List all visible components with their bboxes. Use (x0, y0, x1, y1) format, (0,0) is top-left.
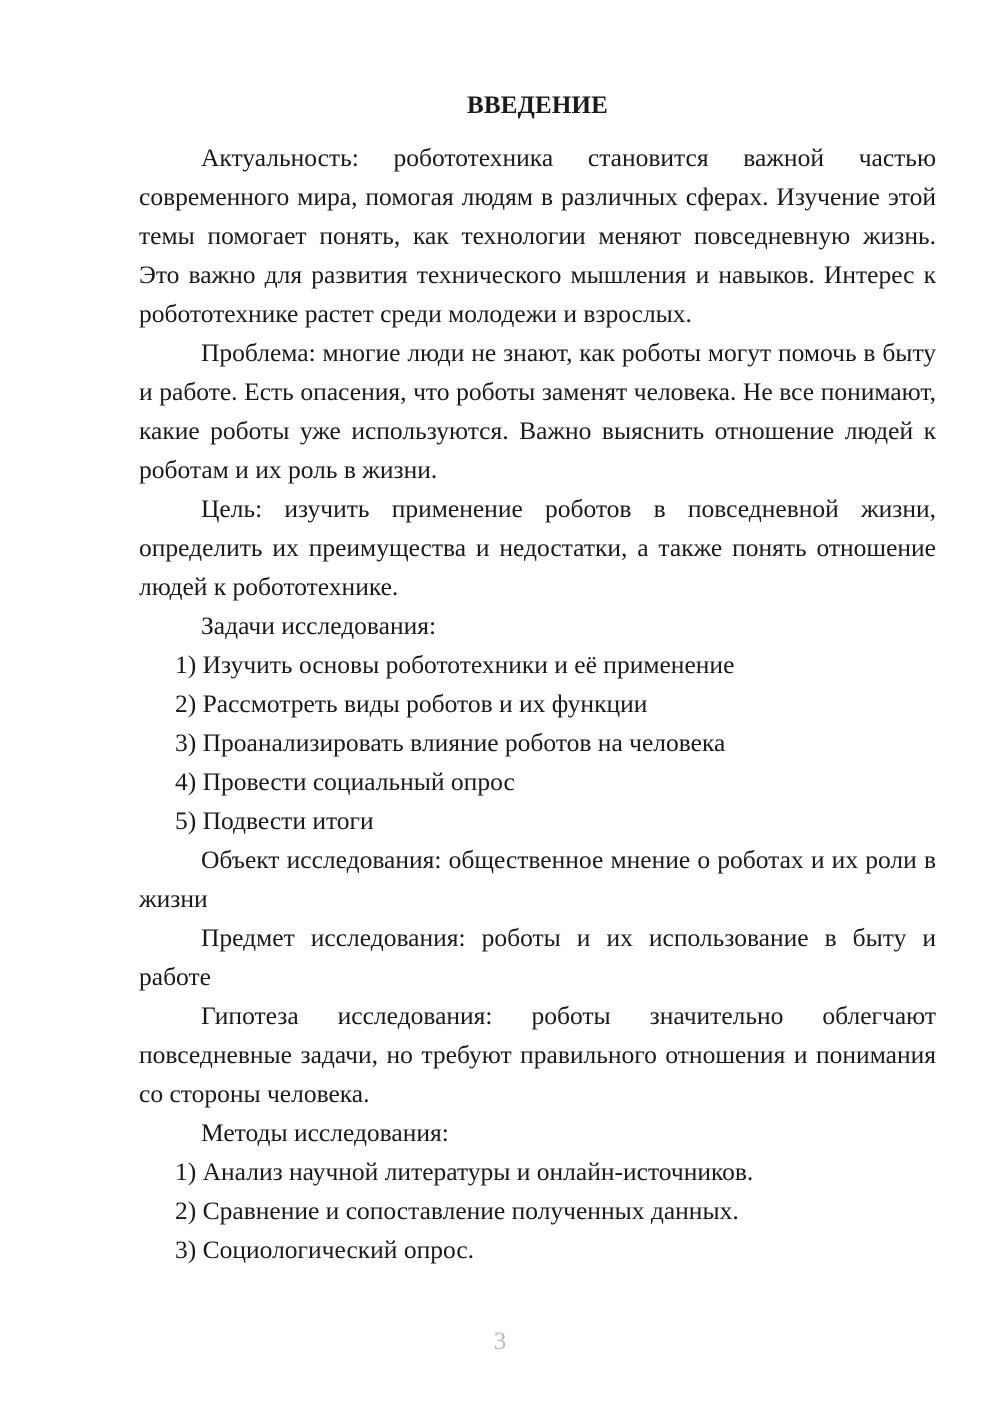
tasks-heading: Задачи исследования: (201, 611, 437, 640)
list-item: 3) Социологический опрос. (175, 1235, 475, 1264)
paragraph-problem: Проблема: многие люди не знают, как роботы могут помочь в быту и работе. Есть опасения, что роботы заменят человека. Не все понимают, какие роботы уже используются. Важно выяснить отношение людей к роботам и их роль в жизни. (139, 338, 936, 484)
list-item: 2) Сравнение и сопоставление полученных данных. (175, 1196, 739, 1225)
page-title: ВВЕДЕНИЕ (466, 92, 609, 119)
document-body (139, 86, 936, 1269)
page-number: 3 (493, 1328, 507, 1355)
paragraph-hypothesis: Гипотеза исследования: роботы значительно облегчают повседневные задачи, но требуют правильного отношения и понимания со стороны человека. (139, 1001, 936, 1108)
paragraph-relevance: Актуальность: робототехника становится важной частью современного мира, помогая людям в различных сферах. Изучение этой темы помогает понять, как технологии меняют повседневную жизнь. Это важно для развития технического мышления и навыков. Интерес к робототехнике растет среди молодежи и взрослых. (139, 143, 936, 328)
list-item: 1) Анализ научной литературы и онлайн-источников. (175, 1157, 754, 1186)
paragraph-object: Объект исследования: общественное мнение о роботах и их роли в жизни (139, 845, 936, 913)
paragraph-goal: Цель: изучить применение роботов в повседневной жизни, определить их преимущества и недостатки, а также понять отношение людей к робототехнике. (139, 494, 936, 601)
list-item: 2) Рассмотреть виды роботов и их функции (175, 689, 648, 718)
list-item: 3) Проанализировать влияние роботов на человека (175, 728, 726, 757)
list-item: 1) Изучить основы робототехники и её применение (175, 650, 735, 679)
list-item: 4) Провести социальный опрос (175, 767, 515, 796)
methods-heading: Методы исследования: (201, 1118, 449, 1147)
paragraph-subject: Предмет исследования: роботы и их использование в быту и работе (139, 923, 936, 991)
list-item: 5) Подвести итоги (175, 806, 374, 835)
